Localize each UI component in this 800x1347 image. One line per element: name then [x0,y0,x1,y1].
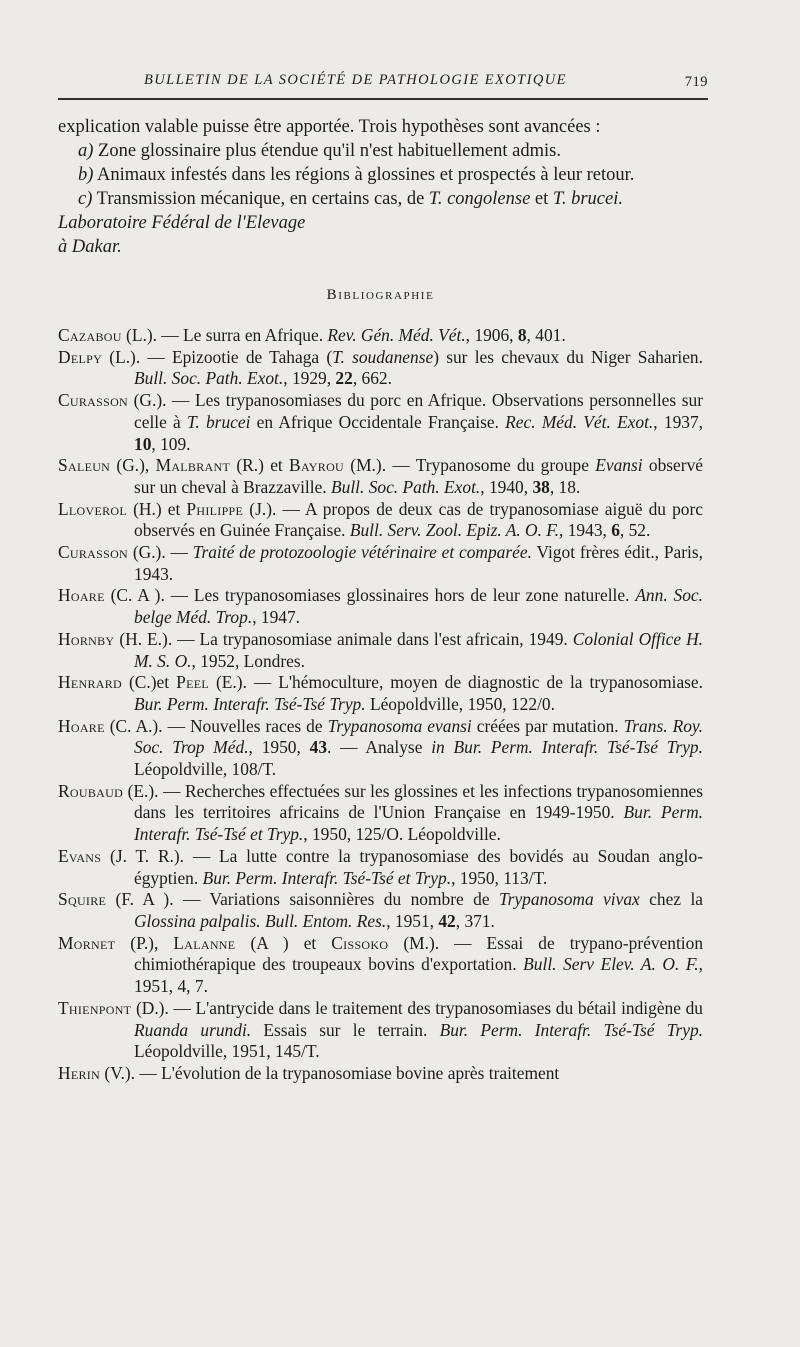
journal-name: Bur. Perm. Interafr. Tsé-Tsé Tryp. [134,693,366,714]
bibliography-heading: Bibliographie [326,287,435,303]
journal-name: Trans. Roy. Soc. Trop Méd. [134,715,703,758]
bib-entry: Hoare (C. A.). — Nouvelles races de Trypanosoma evansi créées par mutation. Trans. Roy. Soc. Trop Méd., 1950, 43. — Analyse in Bur. Perm. Interafr. Tsé-Tsé Tryp. Léopoldville, 108/T. [58,715,703,780]
bib-entry: Saleun (G.), Malbrant (R.) et Bayrou (M.). — Trypanosome du groupe Evansi observé sur un cheval à Brazzaville. Bull. Soc. Path. Exot., 1940, 38, 18. [58,455,703,497]
header-rule [58,98,708,100]
species-name: T. brucei. [552,189,623,209]
author: Malbrant [155,455,231,476]
volume: 43 [309,737,328,758]
species-name: Evansi [595,455,643,476]
author: Herin [58,1062,101,1083]
hypothesis-c [58,187,703,211]
hypothesis-text: Animaux infestés dans les régions à glossines et prospectés à leur retour. [97,165,635,185]
bib-entry: Evans (J. T. R.). — La lutte contre la trypanosomiase des bovidés au Soudan anglo-égyptien. Bur. Perm. Interafr. Tsé-Tsé et Tryp., 1950, 113/T. [58,845,703,888]
journal-name: Bull. Entom. Res. [264,910,387,931]
bib-entry: Cazabou (L.). — Le surra en Afrique. Rev. Gén. Méd. Vét., 1906, 8, 401. [58,325,566,345]
volume: 42 [438,910,456,931]
bib-entry: Lloverol (H.) et Philippe (J.). — A propos de deux cas de trypanosomiase aiguë du porc observés en Guinée Française. Bull. Serv. Zool. Epiz. A. O. F., 1943, 6, 52. [58,498,703,541]
journal-title: BULLETIN DE LA SOCIÉTÉ DE PATHOLOGIE EXOTIQUE [144,72,567,88]
species-name: Glossina palpalis. [134,910,261,931]
bib-entry: Curasson (G.). — Traité de protozoologie vétérinaire et comparée. Vigot frères édit., Paris, 1943. [58,542,703,584]
species-name: Ruanda urundi. [134,1019,252,1040]
running-head [58,70,708,96]
journal-name: Rec. Méd. Vét. Exot. [505,411,654,432]
author: Roubaud [58,780,124,801]
journal-name: Bull. Serv. Zool. Epiz. A. O. F. [349,520,560,541]
journal-name: Bull. Serv Elev. A. O. F. [523,954,699,975]
journal-name: Colonial Office H. M. S. O. [134,628,703,671]
author: Hornby [58,628,115,649]
book-title: Traité de protozoologie vétérinaire et comparée. [192,542,532,563]
page-number: 719 [684,74,708,90]
author: Lalanne [173,932,236,953]
volume: 10 [134,433,152,454]
bib-entry: Squire (F. A ). — Variations saisonnières du nombre de Trypanosoma vivax chez la Glossina palpalis. Bull. Entom. Res., 1951, 42, 371. [58,889,703,931]
author: Hoare [58,585,105,606]
species-name: T. brucei [187,411,251,432]
author: Delpy [58,346,103,367]
journal-name: Ann. Soc. belge Méd. Trop. [134,585,703,628]
hypothesis-label: b) [78,165,94,185]
journal-name: Bull. Soc. Path. Exot. [331,476,481,497]
bib-entry: Curasson (G.). — Les trypanosomiases du porc en Afrique. Observations personnelles sur celle à T. brucei en Afrique Occidentale Française. Rec. Méd. Vét. Exot., 1937, 10, 109. [58,390,703,454]
species-name: Trypanosoma evansi [327,715,472,736]
bib-entry: Herin (V.). — L'évolution de la trypanosomiase bovine après traitement [58,1062,560,1083]
author: Henrard [58,672,122,693]
bib-entry: Roubaud (E.). — Recherches effectuées sur les glossines et les infections trypanosomiennes dans les territoires africains de l'Union Française en 1949-1950. Bur. Perm. Interafr. Tsé-Tsé et Tryp., 1950, 125/O. Léopoldville. [58,780,703,845]
bib-entry: Delpy (L.). — Epizootie de Tahaga (T. soudanense) sur les chevaux du Niger Saharien. Bull. Soc. Path. Exot., 1929, 22, 662. [58,346,703,389]
species-name: Trypanosoma vivax [498,889,640,910]
signature-line-1: Laboratoire Fédéral de l'Elevage [58,213,306,233]
author: Mornet [58,932,116,953]
author: Curasson [58,390,129,411]
hypothesis-text: et [534,189,549,209]
author: Curasson [58,542,129,563]
species-name: T. soudanense [332,346,434,367]
author: Cissoko [331,932,389,953]
bib-entry: Hornby (H. E.). — La trypanosomiase animale dans l'est africain, 1949. Colonial Office H. M. S. O., 1952, Londres. [58,628,703,671]
bib-entry: Henrard (C.)et Peel (E.). — L'hémoculture, moyen de diagnostic de la trypanosomiase. Bur. Perm. Interafr. Tsé-Tsé Tryp. Léopoldville, 1950, 122/0. [58,672,703,714]
author: Cazabou [58,325,122,345]
intro-paragraph: explication valable puisse être apportée. Trois hypothèses sont avancées : [58,117,601,137]
signature-line-2: à Dakar. [58,237,122,257]
hypothesis-text: Zone glossinaire plus étendue qu'il n'est habituellement admis. [98,141,561,161]
bib-entry: Hoare (C. A ). — Les trypanosomiases glossinaires hors de leur zone naturelle. Ann. Soc. belge Méd. Trop., 1947. [58,585,703,628]
author: Evans [58,845,102,866]
hypothesis-label: c) [78,189,93,209]
journal-name: in Bur. Perm. Interafr. Tsé-Tsé Tryp. [431,737,703,758]
author: Bayrou [289,455,345,476]
hypothesis-b [58,163,703,187]
hypothesis-a [58,139,703,163]
author: Squire [58,889,107,910]
species-name: T. congolense [428,189,531,209]
volume: 22 [335,368,353,389]
hypothesis-label: a) [78,141,94,161]
journal-name: Bur. Perm. Interafr. Tsé-Tsé et Tryp. [202,867,452,888]
bib-entry: Mornet (P.), Lalanne (A ) et Cissoko (M.). — Essai de trypano-prévention chimiothérapique des troupeaux bovins d'exportation. Bull. Serv Elev. A. O. F., 1951, 4, 7. [58,932,704,997]
journal-name: Bur. Perm. Interafr. Tsé-Tsé Tryp. [439,1019,703,1040]
journal-name: Bur. Perm. Interafr. Tsé-Tsé et Tryp. [134,802,703,845]
article-body [58,115,703,1085]
bibliography-list [58,325,703,1085]
author: Thienpont [58,997,132,1018]
volume: 8 [517,325,527,345]
volume: 38 [532,476,550,497]
author: Peel [176,672,209,693]
hypothesis-text: Transmission mécanique, en certains cas, de [96,189,425,209]
author: Hoare [58,715,105,736]
author: Lloverol [58,498,128,519]
journal-name: Bull. Soc. Path. Exot. [134,368,284,389]
author: Saleun [58,455,111,476]
journal-name: Rev. Gén. Méd. Vét. [327,325,466,345]
author: Philippe [186,498,244,519]
bib-entry: Thienpont (D.). — L'antrycide dans le traitement des trypanosomiases du bétail indigène du Ruanda urundi. Essais sur le terrain. Bur. Perm. Interafr. Tsé-Tsé Tryp. Léopoldville, 1951, 145/T. [58,997,703,1062]
volume: 6 [611,520,620,541]
